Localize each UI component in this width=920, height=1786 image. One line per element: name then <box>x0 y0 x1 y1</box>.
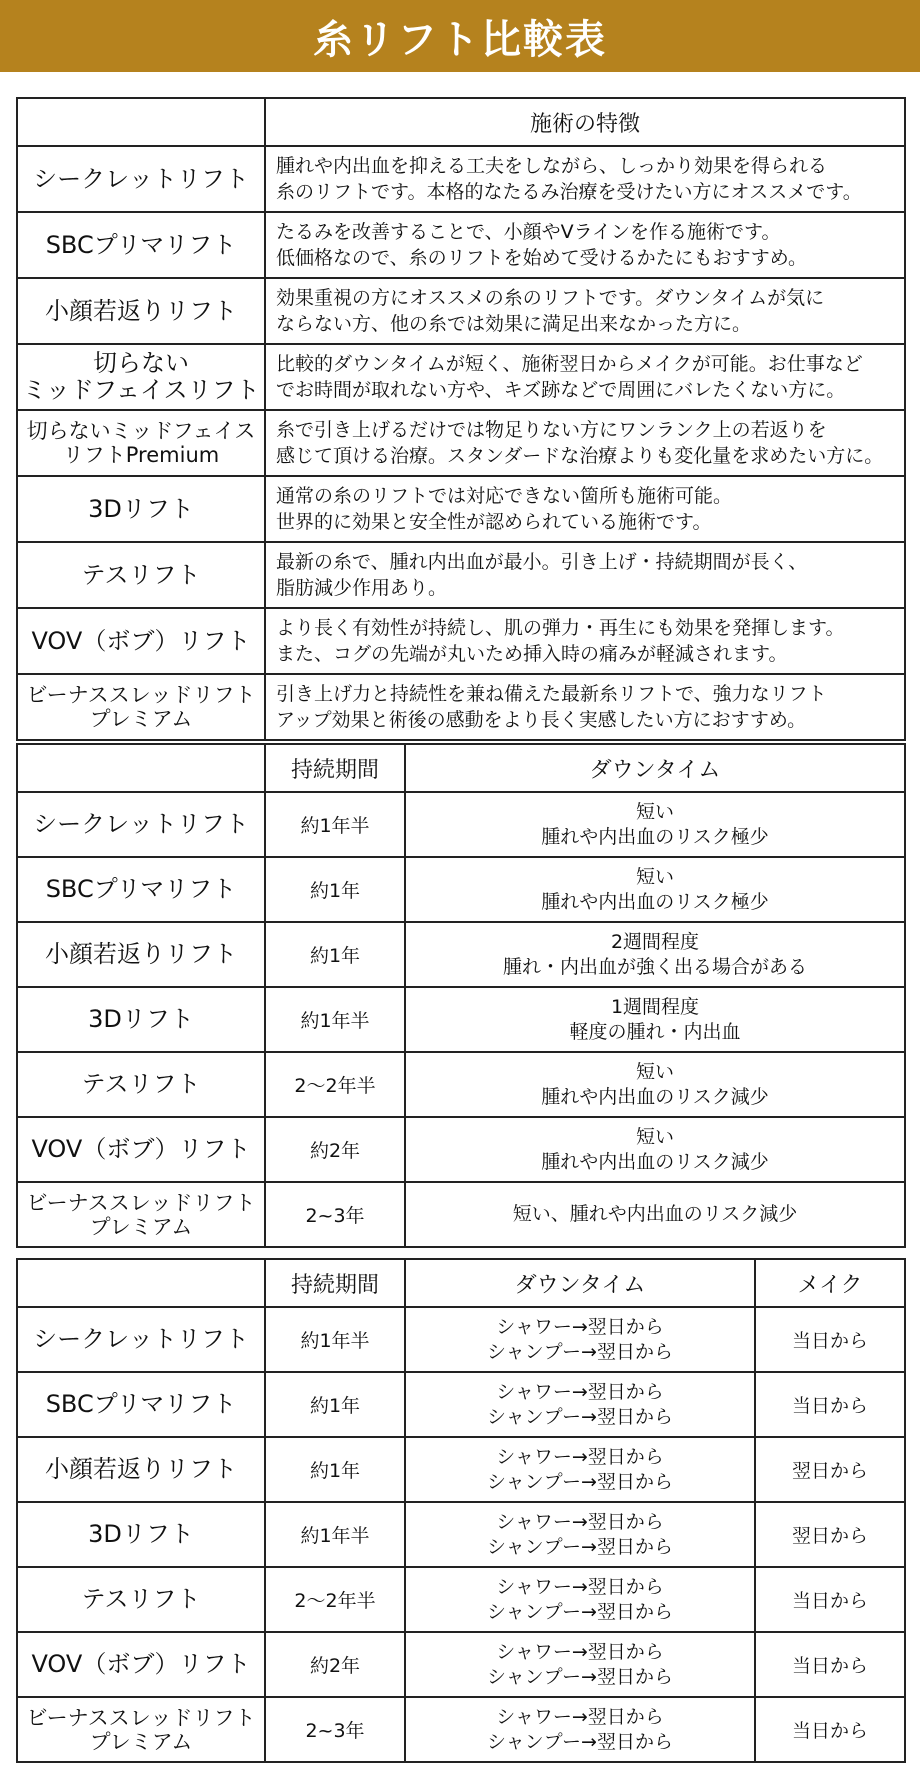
treatment-description: 通常の糸のリフトでは対応できない箇所も施術可能。 世界的に効果と安全性が認められている施術です。 <box>265 476 905 542</box>
downtime-text: 2週間程度 腫れ・内出血が強く出る場合がある <box>405 922 905 987</box>
features-header-blank <box>17 98 265 146</box>
duration-period: 2～2年半 <box>265 1052 405 1117</box>
treatment-name: 3Dリフト <box>17 987 265 1052</box>
makeup-start: 当日から <box>755 1697 905 1762</box>
downtime-text: 短い 腫れや内出血のリスク極少 <box>405 857 905 922</box>
duration-header-downtime: ダウンタイム <box>405 744 905 792</box>
aftercare-header-period: 持続期間 <box>265 1259 405 1307</box>
treatment-name: 3Dリフト <box>17 476 265 542</box>
downtime-text: シャワー→翌日から シャンプー→翌日から <box>405 1307 755 1372</box>
downtime-text: シャワー→翌日から シャンプー→翌日から <box>405 1632 755 1697</box>
makeup-start: 当日から <box>755 1567 905 1632</box>
table-row <box>17 1632 905 1697</box>
duration-header-row <box>17 744 905 792</box>
table-row <box>17 212 905 278</box>
treatment-name: VOV（ボブ）リフト <box>17 1632 265 1697</box>
treatment-name: SBCプリマリフト <box>17 857 265 922</box>
aftercare-table <box>16 1258 906 1763</box>
table-row <box>17 1567 905 1632</box>
duration-table <box>16 743 906 1248</box>
table-row <box>17 1697 905 1762</box>
treatment-name: SBCプリマリフト <box>17 212 265 278</box>
duration-period: 約1年半 <box>265 987 405 1052</box>
duration-period: 約1年半 <box>265 1307 405 1372</box>
table-row <box>17 1182 905 1247</box>
treatment-description: 効果重視の方にオススメの糸のリフトです。ダウンタイムが気に ならない方、他の糸では効果に満足出来なかった方に。 <box>265 278 905 344</box>
duration-period: 約2年 <box>265 1117 405 1182</box>
treatment-name: ビーナススレッドリフト プレミアム <box>17 674 265 740</box>
table-row <box>17 674 905 740</box>
makeup-start: 翌日から <box>755 1502 905 1567</box>
duration-header-blank <box>17 744 265 792</box>
treatment-name: テスリフト <box>17 1567 265 1632</box>
downtime-text: シャワー→翌日から シャンプー→翌日から <box>405 1437 755 1502</box>
table-row <box>17 476 905 542</box>
downtime-text: 短い 腫れや内出血のリスク減少 <box>405 1117 905 1182</box>
treatment-name: シークレットリフト <box>17 146 265 212</box>
treatment-description: 最新の糸で、腫れ内出血が最小。引き上げ・持続期間が長く、 脂肪減少作用あり。 <box>265 542 905 608</box>
table-row <box>17 542 905 608</box>
makeup-start: 当日から <box>755 1632 905 1697</box>
duration-period: 約1年 <box>265 1372 405 1437</box>
aftercare-header-makeup: メイク <box>755 1259 905 1307</box>
title-bar <box>0 0 920 72</box>
downtime-text: 1週間程度 軽度の腫れ・内出血 <box>405 987 905 1052</box>
makeup-start: 翌日から <box>755 1437 905 1502</box>
duration-period: 約1年 <box>265 857 405 922</box>
aftercare-header-blank <box>17 1259 265 1307</box>
table-row <box>17 146 905 212</box>
table-row <box>17 278 905 344</box>
downtime-text: シャワー→翌日から シャンプー→翌日から <box>405 1372 755 1437</box>
page-title: 糸リフト比較表 <box>313 16 607 63</box>
table-row <box>17 922 905 987</box>
treatment-name: 小顔若返りリフト <box>17 922 265 987</box>
duration-period: 約2年 <box>265 1632 405 1697</box>
table-row <box>17 792 905 857</box>
treatment-name: ビーナススレッドリフト プレミアム <box>17 1697 265 1762</box>
aftercare-header-downtime: ダウンタイム <box>405 1259 755 1307</box>
duration-period: 約1年 <box>265 1437 405 1502</box>
makeup-start: 当日から <box>755 1307 905 1372</box>
downtime-text: シャワー→翌日から シャンプー→翌日から <box>405 1567 755 1632</box>
downtime-text: シャワー→翌日から シャンプー→翌日から <box>405 1697 755 1762</box>
duration-period: 約1年半 <box>265 792 405 857</box>
treatment-name: シークレットリフト <box>17 1307 265 1372</box>
treatment-name: テスリフト <box>17 1052 265 1117</box>
table-row <box>17 987 905 1052</box>
treatment-name: ビーナススレッドリフト プレミアム <box>17 1182 265 1247</box>
table-row <box>17 344 905 410</box>
table-row <box>17 1052 905 1117</box>
treatment-name: 切らない ミッドフェイスリフト <box>17 344 265 410</box>
treatment-description: 引き上げ力と持続性を兼ね備えた最新糸リフトで、強力なリフト アップ効果と術後の感動をより長く実感したい方におすすめ。 <box>265 674 905 740</box>
treatment-description: 糸で引き上げるだけでは物足りない方にワンランク上の若返りを 感じて頂ける治療。スタンダードな治療よりも変化量を求めたい方に。 <box>265 410 905 476</box>
treatment-name: 切らないミッドフェイス リフトPremium <box>17 410 265 476</box>
treatment-name: VOV（ボブ）リフト <box>17 1117 265 1182</box>
duration-header-period: 持続期間 <box>265 744 405 792</box>
treatment-name: テスリフト <box>17 542 265 608</box>
downtime-text: シャワー→翌日から シャンプー→翌日から <box>405 1502 755 1567</box>
table-row <box>17 1307 905 1372</box>
treatment-description: より長く有効性が持続し、肌の弾力・再生にも効果を発揮します。 また、コグの先端が丸いため挿入時の痛みが軽減されます。 <box>265 608 905 674</box>
treatment-description: 比較的ダウンタイムが短く、施術翌日からメイクが可能。お仕事など でお時間が取れない方や、キズ跡などで周囲にバレたくない方に。 <box>265 344 905 410</box>
treatment-description: 腫れや内出血を抑える工夫をしながら、しっかり効果を得られる 糸のリフトです。本格的なたるみ治療を受けたい方にオススメです。 <box>265 146 905 212</box>
treatment-name: SBCプリマリフト <box>17 1372 265 1437</box>
treatment-name: 小顔若返りリフト <box>17 278 265 344</box>
makeup-start: 当日から <box>755 1372 905 1437</box>
table-row <box>17 857 905 922</box>
table-row <box>17 410 905 476</box>
downtime-text: 短い、腫れや内出血のリスク減少 <box>405 1182 905 1247</box>
duration-period: 2~3年 <box>265 1697 405 1762</box>
downtime-text: 短い 腫れや内出血のリスク極少 <box>405 792 905 857</box>
aftercare-header-row <box>17 1259 905 1307</box>
duration-period: 約1年 <box>265 922 405 987</box>
features-header-row <box>17 98 905 146</box>
table-row <box>17 1117 905 1182</box>
table-row <box>17 608 905 674</box>
features-table <box>16 97 906 741</box>
treatment-name: シークレットリフト <box>17 792 265 857</box>
downtime-text: 短い 腫れや内出血のリスク減少 <box>405 1052 905 1117</box>
duration-period: 約1年半 <box>265 1502 405 1567</box>
table-row <box>17 1502 905 1567</box>
duration-period: 2～2年半 <box>265 1567 405 1632</box>
duration-period: 2~3年 <box>265 1182 405 1247</box>
treatment-name: VOV（ボブ）リフト <box>17 608 265 674</box>
treatment-name: 3Dリフト <box>17 1502 265 1567</box>
features-header-description: 施術の特徴 <box>265 98 905 146</box>
table-row <box>17 1372 905 1437</box>
treatment-description: たるみを改善することで、小顔やVラインを作る施術です。 低価格なので、糸のリフトを始めて受けるかたにもおすすめ。 <box>265 212 905 278</box>
treatment-name: 小顔若返りリフト <box>17 1437 265 1502</box>
table-row <box>17 1437 905 1502</box>
